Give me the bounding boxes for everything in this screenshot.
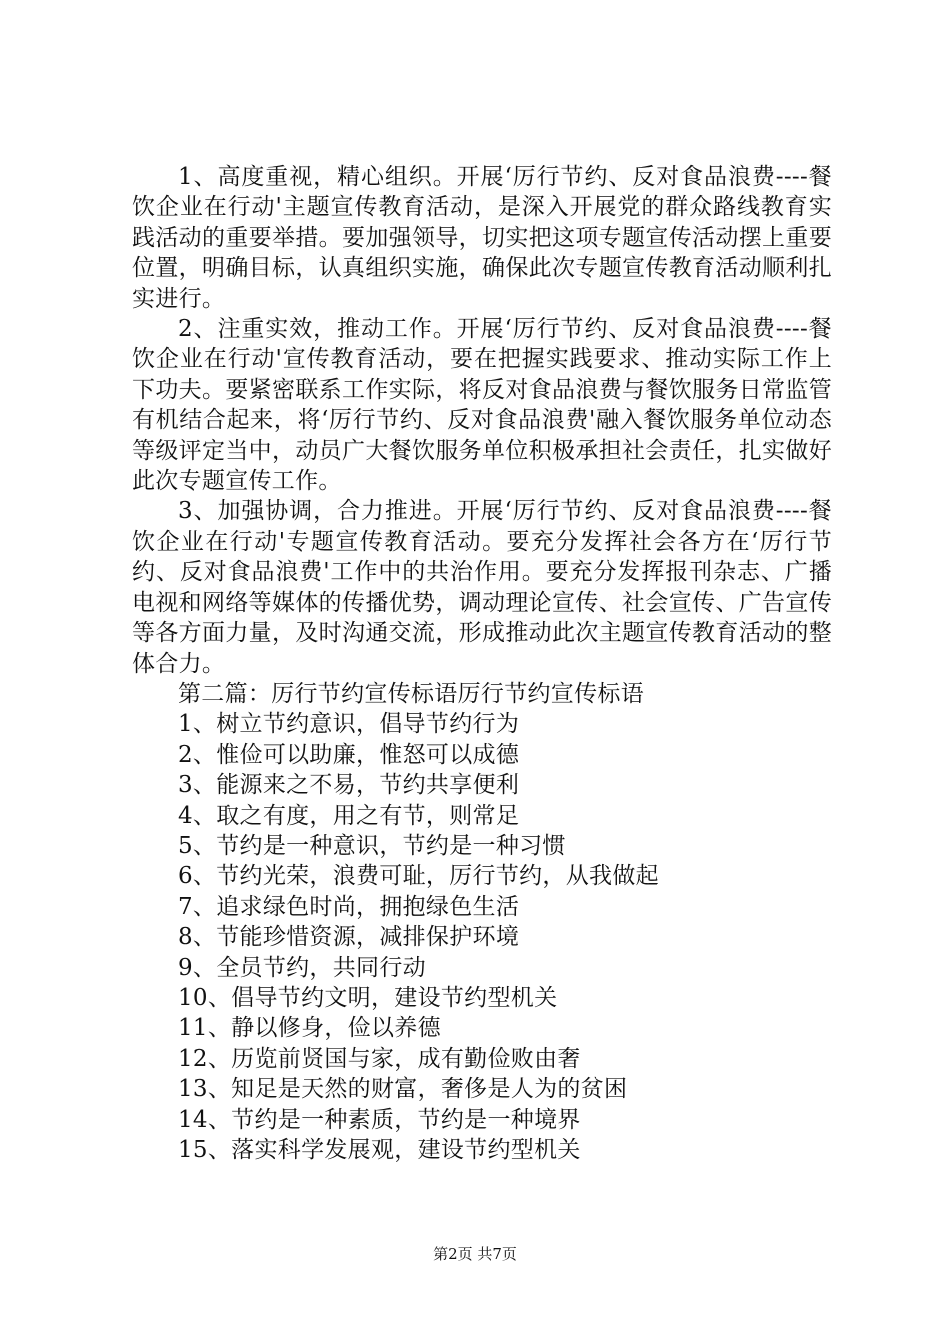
slogan-item: 6、节约光荣，浪费可耻，厉行节约，从我做起 bbox=[178, 863, 659, 890]
slogan-item: 12、历览前贤国与家，成有勤俭败由奢 bbox=[178, 1045, 581, 1072]
slogan-item: 1、树立节约意识，倡导节约行为 bbox=[178, 711, 520, 738]
paragraph-3: 3、加强协调，合力推进。开展‘厉行节约、反对食品浪费----餐饮企业在行动'专题宣传教育活动。要充分发挥社会各方在‘厉行节约、反对食品浪费'工作中的共治作用。要充分发挥报刊杂志、广播电视和网络等媒体的传播优势，调动理论宣传、社会宣传、广告宣传等各方面力量，及时沟通交流，形成推动此次主题宣传教育活动的整体合力。 bbox=[132, 498, 832, 677]
paragraph-1: 1、高度重视，精心组织。开展‘厉行节约、反对食品浪费----餐饮企业在行动'主题宣传教育活动，是深入开展党的群众路线教育实践活动的重要举措。要加强领导，切实把这项专题宣传活动摆上重要位置，明确目标，认真组织实施，确保此次专题宣传教育活动顺利扎实进行。 bbox=[132, 164, 832, 312]
section-heading: 第二篇：厉行节约宣传标语厉行节约宣传标语 bbox=[178, 680, 644, 707]
slogan-list bbox=[132, 709, 832, 1165]
slogan-item: 3、能源来之不易，节约共享便利 bbox=[178, 772, 520, 799]
slogan-item: 7、追求绿色时尚，拥抱绿色生活 bbox=[178, 893, 520, 920]
slogan-item: 11、静以修身，俭以养德 bbox=[178, 1015, 441, 1042]
slogan-item: 8、节能珍惜资源，减排保护环境 bbox=[178, 924, 520, 951]
slogan-item: 15、落实科学发展观，建设节约型机关 bbox=[178, 1137, 581, 1163]
slogan-item: 9、全员节约，共同行动 bbox=[178, 954, 426, 981]
slogan-item: 4、取之有度，用之有节，则常足 bbox=[178, 802, 520, 829]
page-footer: 第2页 共7页 bbox=[433, 1245, 517, 1263]
paragraph-2: 2、注重实效，推动工作。开展‘厉行节约、反对食品浪费----餐饮企业在行动'宣传教育活动，要在把握实践要求、推动实际工作上下功夫。要紧密联系工作实际，将反对食品浪费与餐饮服务日常监管有机结合起来，将‘厉行节约、反对食品浪费'融入餐饮服务单位动态等级评定当中，动员广大餐饮服务单位积极承担社会责任，扎实做好此次专题宣传工作。 bbox=[132, 316, 832, 495]
slogan-item: 5、节约是一种意识，节约是一种习惯 bbox=[178, 832, 566, 859]
slogan-item: 14、节约是一种素质，节约是一种境界 bbox=[178, 1106, 581, 1133]
document-body bbox=[132, 162, 832, 1165]
slogan-item: 13、知足是天然的财富，奢侈是人为的贫困 bbox=[178, 1076, 628, 1103]
slogan-item: 2、惟俭可以助廉，惟怒可以成德 bbox=[178, 741, 520, 768]
slogan-item: 10、倡导节约文明，建设节约型机关 bbox=[178, 984, 558, 1011]
